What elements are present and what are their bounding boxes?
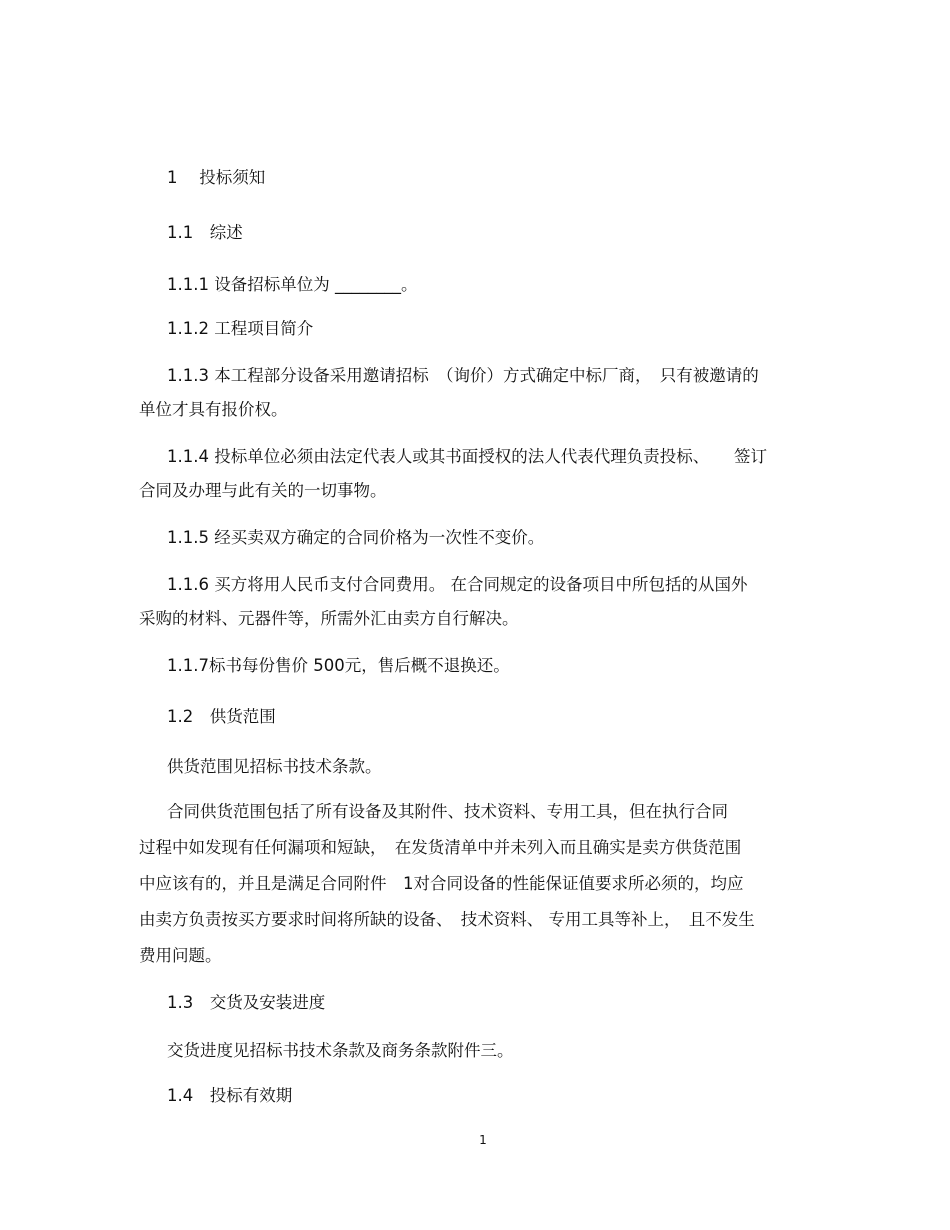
paragraph-1-1-4-line-2: 合同及办理与此有关的一切事物。	[139, 481, 387, 500]
paragraph-1-2-b-line-2: 过程中如发现有任何漏项和短缺， 在发货清单中并未列入而且确实是卖方供货范围	[139, 838, 742, 857]
paragraph-1-1-6-line-1: 1.1.6 买方将用人民币支付合同费用。 在合同规定的设备项目中所包括的从国外	[167, 575, 748, 594]
paragraph-1-1-3-line-2: 单位才具有报价权。	[139, 400, 288, 419]
page-number: 1	[479, 1133, 487, 1147]
paragraph-1-2-b-line-3: 中应该有的，并且是满足合同附件 1对合同设备的性能保证值要求所必须的，均应	[139, 874, 744, 893]
section-heading-1-1: 1.1 综述	[167, 223, 243, 242]
paragraph-1-1-1: 1.1.1 设备招标单位为 ________。	[167, 275, 418, 294]
section-heading-1-2: 1.2 供货范围	[167, 707, 276, 726]
paragraph-1-2-b-line-4: 由卖方负责按买方要求时间将所缺的设备、 技术资料、 专用工具等补上， 且不发生	[139, 910, 755, 929]
paragraph-1-1-5: 1.1.5 经买卖双方确定的合同价格为一次性不变价。	[167, 528, 545, 547]
paragraph-1-1-6-line-2: 采购的材料、元器件等，所需外汇由卖方自行解决。	[139, 609, 519, 628]
section-heading-1-3: 1.3 交货及安装进度	[167, 993, 326, 1012]
section-heading-1-4: 1.4 投标有效期	[167, 1086, 293, 1105]
paragraph-1-2-b-line-5: 费用问题。	[139, 946, 222, 965]
paragraph-1-1-7: 1.1.7标书每份售价 500元，售后概不退换还。	[167, 656, 510, 675]
paragraph-1-2-a: 供货范围见招标书技术条款。	[167, 757, 382, 776]
paragraph-1-1-3-line-1: 1.1.3 本工程部分设备采用邀请招标 （询价）方式确定中标厂商， 只有被邀请的	[167, 366, 759, 385]
paragraph-1-1-4-line-1: 1.1.4 投标单位必须由法定代表人或其书面授权的法人代表代理负责投标、 签订	[167, 447, 767, 466]
paragraph-1-1-2: 1.1.2 工程项目简介	[167, 319, 314, 338]
paragraph-1-3: 交货进度见招标书技术条款及商务条款附件三。	[167, 1041, 514, 1060]
section-heading-1: 1 投标须知	[167, 168, 266, 187]
paragraph-1-2-b-line-1: 合同供货范围包括了所有设备及其附件、技术资料、专用工具，但在执行合同	[167, 802, 728, 821]
